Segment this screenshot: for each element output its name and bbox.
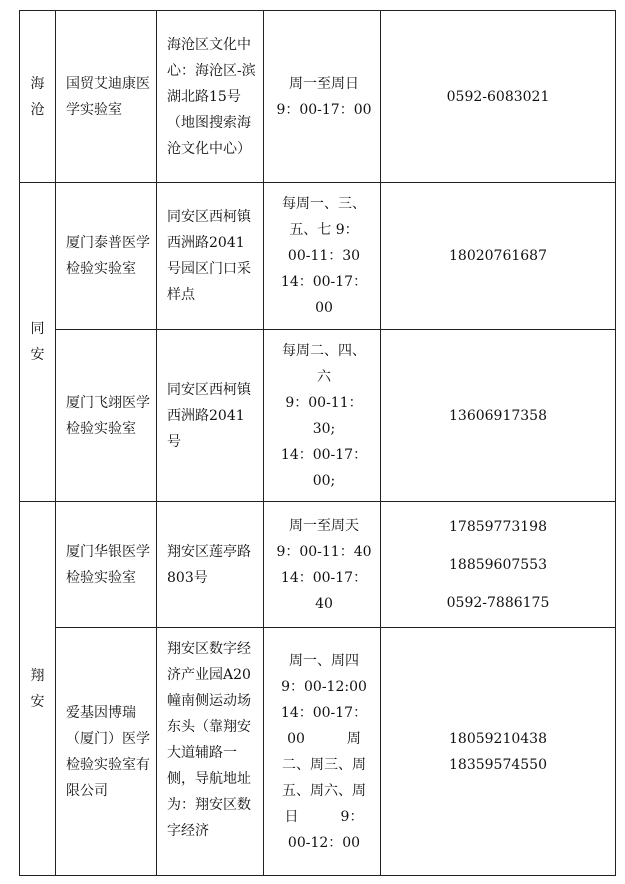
phone-cell [381, 502, 616, 628]
phone-number: 0592-6083021 [446, 88, 550, 105]
lab-name-cell [56, 502, 157, 628]
lab-address: 翔安区莲亭路803号 [167, 543, 251, 586]
hours-cell [264, 183, 381, 330]
lab-name: 爱基因博瑞（厦门）医学检验实验室有限公司 [66, 704, 150, 799]
hours-line: 9：00-12:00 [281, 678, 367, 695]
hours-line: 二、周三、周 [282, 756, 366, 773]
hours-line: 40 [315, 595, 333, 612]
hours-cell [264, 330, 381, 502]
phone-cell [381, 11, 616, 183]
hours-line: 五、七 9： [289, 222, 359, 238]
lab-name: 厦门飞翊医学检验实验室 [66, 394, 150, 437]
hours-line: 日 9： [284, 808, 364, 825]
lab-name-cell [56, 183, 157, 330]
hours-line: 30; [312, 420, 336, 437]
hours-line: 9：00-17：00 [276, 101, 372, 118]
phone-cell [381, 183, 616, 330]
hours-line: 9：00-11： [285, 394, 363, 411]
hours-line: 00-11：30 [287, 248, 361, 264]
table-row [20, 183, 616, 330]
phone-number: 18020761687 [449, 248, 547, 264]
district-cell [20, 183, 56, 502]
hours-line: 五、周六、周 [282, 782, 366, 799]
hours-cell [264, 11, 381, 183]
hours-line: 14：00-17： [280, 274, 368, 290]
lab-name-cell [56, 330, 157, 502]
hours-line: 14：00-17： [280, 569, 368, 586]
hours-line: 00 [315, 300, 333, 316]
table-row [20, 628, 616, 876]
phone-number: 0592-7886175 [446, 594, 550, 611]
phone-number: 13606917358 [449, 407, 547, 424]
phone-number: 18859607553 [449, 556, 547, 573]
lab-name: 厦门华银医学检验实验室 [66, 543, 150, 586]
lab-address: 同安区西柯镇西洲路2041号园区门口采样点 [167, 209, 251, 303]
address-cell [157, 628, 264, 876]
lab-address: 翔安区数字经济产业园A20幢南侧运动场东头（靠翔安大道辅路一侧，导航地址为：翔安区数字经济 [167, 641, 251, 839]
testing-labs-table [19, 10, 616, 876]
lab-name: 国贸艾迪康医学实验室 [66, 75, 150, 118]
hours-cell [264, 502, 381, 628]
lab-name-cell [56, 11, 157, 183]
phone-cell [381, 330, 616, 502]
lab-name: 厦门泰普医学检验实验室 [66, 235, 150, 277]
table-row [20, 11, 616, 183]
address-cell [157, 11, 264, 183]
hours-line: 14：00-17： [280, 446, 368, 463]
district-label: 海沧 [30, 75, 45, 118]
lab-address: 同安区西柯镇西洲路2041号 [167, 381, 251, 450]
phone-number: 18359574550 [449, 756, 547, 773]
district-cell [20, 502, 56, 876]
hours-line: 00; [312, 472, 336, 489]
district-label: 翔安 [30, 667, 45, 710]
address-cell [157, 183, 264, 330]
phone-number: 17859773198 [449, 518, 547, 535]
lab-name-cell [56, 628, 157, 876]
phone-number: 18059210438 [449, 730, 547, 747]
table-row [20, 502, 616, 628]
hours-line: 14：00-17： [280, 704, 368, 721]
hours-line: 六 [317, 368, 331, 385]
hours-line: 周一、周四 [289, 652, 359, 669]
table-row [20, 330, 616, 502]
phone-cell [381, 628, 616, 876]
district-cell [20, 11, 56, 183]
hours-line: 9：00-11：40 [276, 543, 372, 560]
hours-line: 周一至周日 [289, 75, 359, 92]
hours-line: 周一至周天 [289, 517, 359, 534]
address-cell [157, 502, 264, 628]
lab-address: 海沧区文化中心：海沧区-滨湖北路15号（地图搜索海沧文化中心） [167, 36, 256, 157]
hours-line: 00-12：00 [287, 834, 361, 851]
hours-line: 每周二、四、 [282, 342, 366, 359]
address-cell [157, 330, 264, 502]
hours-cell [264, 628, 381, 876]
district-label: 同安 [30, 321, 45, 363]
hours-line: 00 周 [287, 730, 361, 747]
hours-line: 每周一、三、 [282, 196, 366, 212]
